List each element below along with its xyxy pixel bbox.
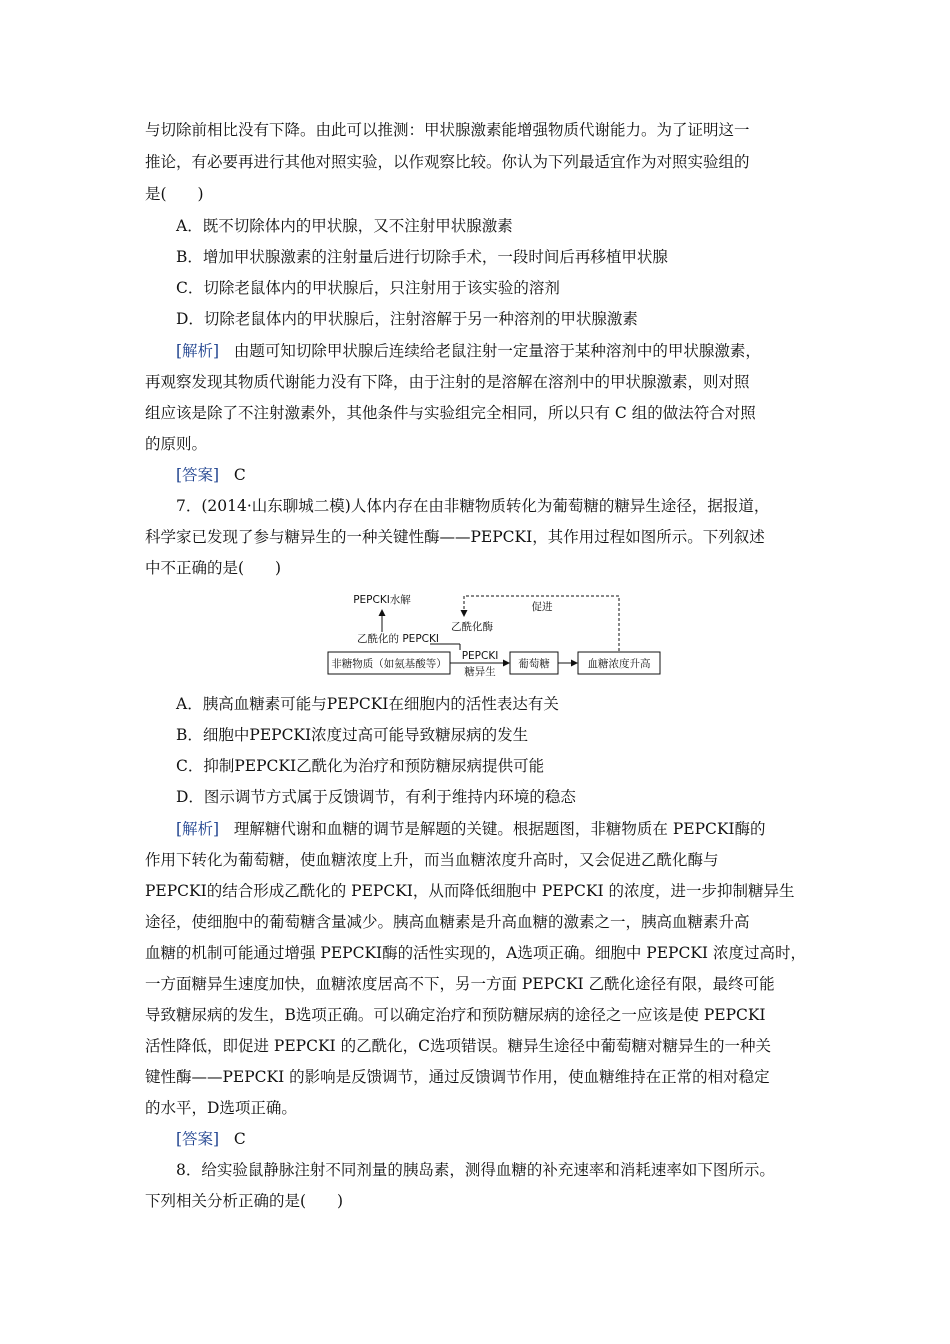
q7-analysis-line-5: 血糖的机制可能通过增强 PEPCKI酶的活性实现的，A选项正确。细胞中 PEPCKI 浓度过高时， — [145, 944, 806, 962]
q6-answer-value: C — [233, 466, 246, 484]
q7-analysis-line-10: 的水平，D选项正确。 — [145, 1099, 297, 1117]
enzyme-label: PEPCKI — [461, 650, 499, 662]
q7-answer-value: C — [233, 1130, 246, 1148]
analysis-tag-2: [解析] — [176, 820, 220, 838]
acetylase-label: 乙酰化酶 — [451, 621, 493, 633]
q6-analysis-text: 由题可知切除甲状腺后连续给老鼠注射一定量溶于某种溶剂中的甲状腺激素， — [233, 342, 761, 360]
q7-analysis-text: 理解糖代谢和血糖的调节是解题的关键。根据题图，非糖物质在 PEPCKI酶的 — [233, 820, 766, 838]
q7-analysis-line-8: 活性降低，即促进 PEPCKI 的乙酰化，C选项错误。糖异生途径中葡萄糖对糖异生的一种关 — [145, 1037, 771, 1055]
q6-stem-line-1: 与切除前相比没有下降。由此可以推测：甲状腺激素能增强物质代谢能力。为了证明这一 — [145, 121, 750, 139]
q7-analysis-line-3: PEPCKI的结合形成乙酰化的 PEPCKI，从而降低细胞中 PEPCKI 的浓度，进一步抑制糖异生 — [145, 882, 795, 900]
q7-option-a: A．胰高血糖素可能与PEPCKI在细胞内的活性表达有关 — [176, 695, 559, 713]
q7-option-d: D．图示调节方式属于反馈调节，有利于维持内环境的稳态 — [176, 788, 576, 806]
analysis-tag: [解析] — [176, 342, 220, 360]
box-nonsugar-label: 非糖物质（如氨基酸等） — [331, 658, 447, 670]
q7-stem-line-1: 7．(2014·山东聊城二模)人体内存在由非糖物质转化为葡萄糖的糖异生途径，据报道， — [176, 497, 770, 515]
q6-analysis-line-3: 组应该是除了不注射激素外，其他条件与实验组完全相同，所以只有 C 组的做法符合对照 — [145, 404, 756, 422]
q6-option-c: C．切除老鼠体内的甲状腺后，只注射用于该实验的溶剂 — [176, 279, 560, 297]
box-bloodsugar-label: 血糖浓度升高 — [587, 658, 651, 670]
box-glucose-label: 葡萄糖 — [518, 658, 550, 670]
q8-stem-line-1: 8．给实验鼠静脉注射不同剂量的胰岛素，测得血糖的补充速率和消耗速率如下图所示。 — [176, 1161, 775, 1179]
q7-analysis-line-9: 键性酶——PEPCKI 的影响是反馈调节，通过反馈调节作用，使血糖维持在正常的相对稳定 — [145, 1068, 770, 1086]
q6-answer-line — [176, 465, 846, 485]
promote-label: 促进 — [531, 601, 553, 613]
q7-option-b: B．细胞中PEPCKI浓度过高可能导致糖尿病的发生 — [176, 726, 529, 744]
q6-analysis-line-2: 再观察发现其物质代谢能力没有下降，由于注射的是溶解在溶剂中的甲状腺激素，则对照 — [145, 373, 750, 391]
q6-stem-line-2: 推论，有必要再进行其他对照实验，以作观察比较。你认为下列最适宜作为对照实验组的 — [145, 153, 750, 171]
q6-option-d: D．切除老鼠体内的甲状腺后，注射溶解于另一种溶剂的甲状腺激素 — [176, 310, 638, 328]
answer-tag-2: [答案] — [176, 1130, 220, 1148]
q6-option-b: B．增加甲状腺激素的注射量后进行切除手术，一段时间后再移植甲状腺 — [176, 248, 668, 266]
hydrolysis-label: PEPCKI水解 — [353, 594, 411, 606]
q7-analysis-line-7: 导致糖尿病的发生，B选项正确。可以确定治疗和预防糖尿病的途径之一应该是使 PEPCKI — [145, 1006, 766, 1024]
q7-stem-line-3: 中不正确的是( ) — [145, 559, 282, 577]
answer-tag: [答案] — [176, 466, 220, 484]
q6-analysis-line-4: 的原则。 — [145, 435, 208, 453]
acetylated-label: 乙酰化的 PEPCKI — [357, 633, 439, 645]
q8-stem-line-2: 下列相关分析正确的是( ) — [145, 1192, 344, 1210]
q7-stem-line-2: 科学家已发现了参与糖异生的一种关键性酶——PEPCKI，其作用过程如图所示。下列叙述 — [145, 528, 765, 546]
q6-analysis-line-1 — [176, 341, 846, 361]
q6-option-a: A．既不切除体内的甲状腺，又不注射甲状腺激素 — [176, 217, 513, 235]
q7-answer-line — [176, 1129, 846, 1149]
q7-analysis-line-1 — [176, 819, 846, 839]
q7-analysis-line-4: 途径，使细胞中的葡萄糖含量减少。胰高血糖素是升高血糖的激素之一，胰高血糖素升高 — [145, 913, 750, 931]
q7-option-c: C．抑制PEPCKI乙酰化为治疗和预防糖尿病提供可能 — [176, 757, 545, 775]
q6-stem-line-3: 是( ) — [145, 185, 204, 203]
pepcki-diagram — [324, 588, 664, 680]
gluconeogenesis-label: 糖异生 — [464, 666, 496, 678]
q7-analysis-line-6: 一方面糖异生速度加快，血糖浓度居高不下，另一方面 PEPCKI 乙酰化途径有限，最终可能 — [145, 975, 775, 993]
q7-analysis-line-2: 作用下转化为葡萄糖，使血糖浓度上升，而当血糖浓度升高时，又会促进乙酰化酶与 — [145, 851, 719, 869]
